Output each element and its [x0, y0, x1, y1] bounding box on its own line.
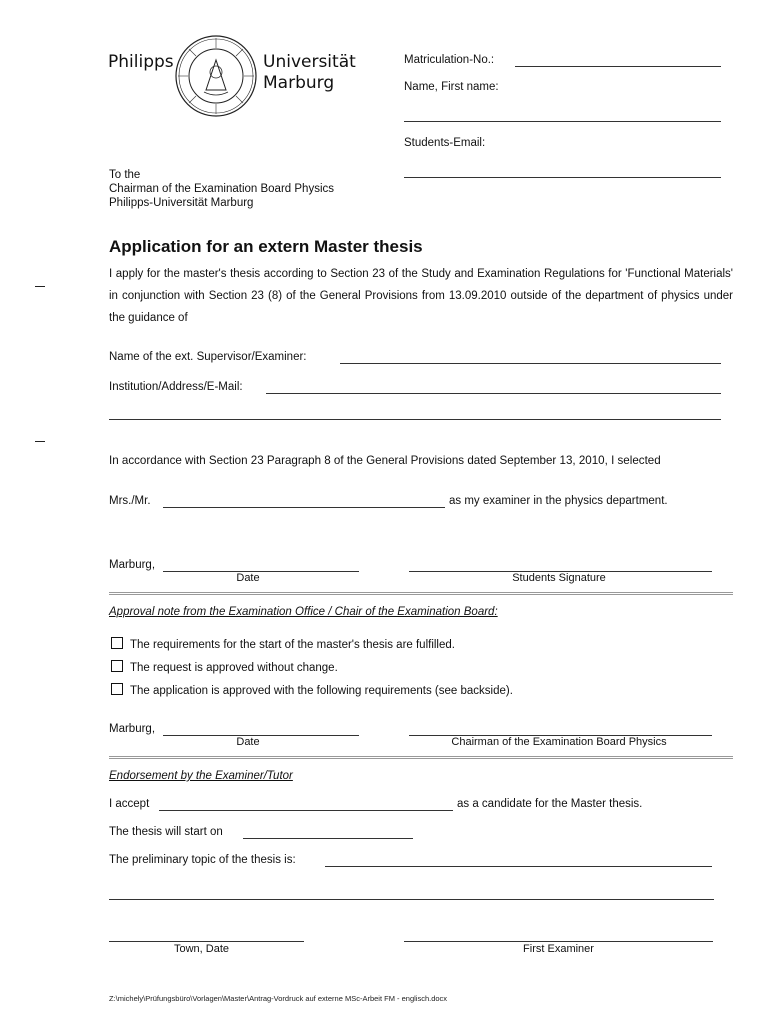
university-seal-icon	[174, 34, 258, 118]
topic-label: The preliminary topic of the thesis is:	[109, 854, 296, 866]
page-title: Application for an extern Master thesis	[109, 237, 423, 256]
endorsement-heading: Endorsement by the Examiner/Tutor	[109, 770, 293, 782]
institution-field-continued[interactable]	[109, 419, 721, 420]
first-examiner-caption: First Examiner	[523, 943, 594, 955]
examiner-name-field[interactable]	[163, 507, 445, 508]
approval-item-label: The requirements for the start of the master's thesis are fulfilled.	[130, 639, 455, 651]
footer-file-path: Z:\michely\Prüfungsbüro\Vorlagen\Master\Antrag-Vordruck auf externe MSc-Arbeit FM - englisch.docx	[109, 994, 448, 1003]
place-label: Marburg,	[109, 559, 156, 571]
approval-item-2[interactable]	[111, 660, 338, 674]
start-date-field[interactable]	[243, 838, 413, 839]
date-caption: Date	[236, 572, 260, 584]
logo-marburg: Marburg	[263, 73, 335, 93]
signature-caption: Students Signature	[512, 572, 606, 584]
date-caption: Date	[236, 736, 260, 748]
checkbox[interactable]	[111, 637, 123, 649]
town-date-caption: Town, Date	[173, 943, 230, 955]
candidate-name-field[interactable]	[159, 810, 453, 811]
accept-prefix: I accept	[109, 798, 150, 810]
checkbox[interactable]	[111, 683, 123, 695]
address-line-3: Philipps-Universität Marburg	[109, 197, 254, 209]
institution-field[interactable]	[266, 393, 721, 394]
examiner-signature-field[interactable]	[404, 941, 713, 942]
supervisor-field[interactable]	[340, 363, 721, 364]
logo-philipps: Philipps	[108, 52, 174, 72]
section-divider	[109, 756, 733, 759]
fold-mark	[35, 286, 45, 287]
intro-paragraph: I apply for the master's thesis according to Section 23 of the Study and Examination Regulations for 'Functional Materials' in conjunction with Section 23 (8) of the General Provisions from 13.09.2010 outside of the department of physics under the guidance of	[109, 268, 733, 324]
section-divider	[109, 592, 733, 595]
examiner-prefix: Mrs./Mr.	[109, 495, 151, 507]
fold-mark	[35, 441, 45, 442]
start-label: The thesis will start on	[109, 826, 223, 838]
address-line-1: To the	[109, 169, 141, 181]
name-field[interactable]	[404, 121, 721, 122]
approval-heading: Approval note from the Examination Office / Chair of the Examination Board:	[109, 606, 498, 618]
matriculation-label: Matriculation-No.:	[404, 54, 495, 66]
topic-field[interactable]	[325, 866, 712, 867]
logo-universitat: Universität	[263, 52, 356, 72]
approval-item-1[interactable]	[111, 637, 455, 651]
name-label: Name, First name:	[404, 81, 499, 93]
checkbox[interactable]	[111, 660, 123, 672]
place-label: Marburg,	[109, 723, 156, 735]
approval-item-label: The application is approved with the following requirements (see backside).	[130, 685, 513, 697]
email-field[interactable]	[404, 177, 721, 178]
topic-field-continued[interactable]	[109, 899, 714, 900]
approval-item-label: The request is approved without change.	[130, 662, 338, 674]
matriculation-field[interactable]	[515, 66, 721, 67]
accept-suffix: as a candidate for the Master thesis.	[457, 798, 643, 810]
supervisor-label: Name of the ext. Supervisor/Examiner:	[109, 351, 307, 363]
town-date-field[interactable]	[109, 941, 304, 942]
address-line-2: Chairman of the Examination Board Physics	[109, 183, 334, 195]
selection-text: In accordance with Section 23 Paragraph 8 of the General Provisions dated September 13, 2010, I selected	[109, 454, 661, 467]
institution-label: Institution/Address/E-Mail:	[109, 381, 243, 393]
approval-item-3[interactable]	[111, 683, 513, 697]
email-label: Students-Email:	[404, 137, 486, 149]
examiner-suffix: as my examiner in the physics department.	[449, 495, 668, 507]
signature-caption: Chairman of the Examination Board Physics	[451, 736, 667, 748]
